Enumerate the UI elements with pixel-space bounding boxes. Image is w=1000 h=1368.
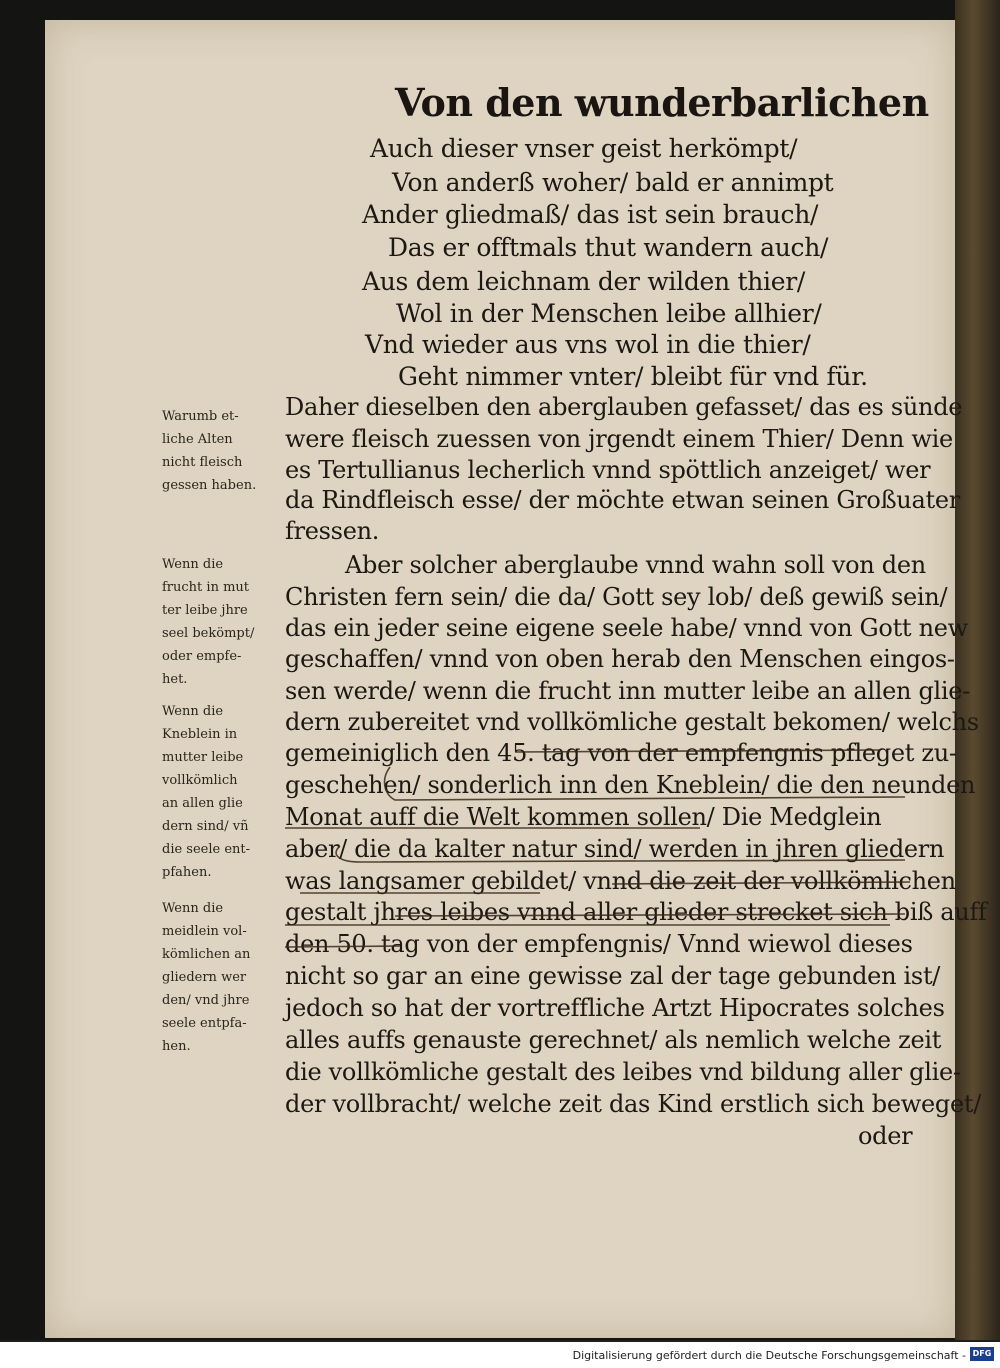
- margin-note: Warumb et- liche Alten nicht fleisch gessen haben.: [162, 409, 257, 493]
- book-edge: [955, 0, 1000, 1340]
- margin-note: Wenn die Kneblein in mutter leibe vollkömlich an allen glie dern sind/ vñ die seele ent- pfahen.: [162, 704, 251, 880]
- body-line: jedoch so hat der vortreffliche Artzt Hipocrates solches: [285, 994, 945, 1022]
- body-line: nicht so gar an eine gewisse zal der tage gebunden ist/: [285, 962, 941, 990]
- verse-line: Das er offtmals thut wandern auch/: [388, 233, 829, 262]
- body-line: aber/ die da kalter natur sind/ werden in jhren gliedern: [285, 835, 945, 863]
- body-line: gestalt jhres leibes vnnd aller glieder strecket sich biß auff: [285, 898, 987, 926]
- margin-note: Wenn die frucht in mut ter leibe jhre seel bekömpt/ oder empfe- het.: [162, 557, 255, 687]
- body-line: dern zubereitet vnd vollkömliche gestalt bekomen/ welchs: [285, 708, 979, 736]
- verse-line: Von anderß woher/ bald er annimpt: [392, 168, 834, 197]
- footer-credit: Digitalisierung gefördert durch die Deutsche Forschungsgemeinschaft -: [572, 1349, 966, 1362]
- body-line: Aber solcher aberglaube vnnd wahn soll von den: [345, 551, 926, 579]
- verse-line: Wol in der Menschen leibe allhier/: [396, 299, 822, 328]
- body-line: oder: [858, 1122, 913, 1150]
- body-line: was langsamer gebildet/ vnnd die zeit der vollkömlichen: [285, 867, 956, 895]
- body-line: es Tertullianus lecherlich vnnd spöttlich anzeiget/ wer: [285, 456, 931, 484]
- verse-line: Geht nimmer vnter/ bleibt für vnd für.: [398, 362, 868, 391]
- body-line: were fleisch zuessen von jrgendt einem Thier/ Denn wie: [285, 425, 953, 453]
- margin-note: Wenn die meidlein vol- kömlichen an gliedern wer den/ vnd jhre seele entpfa- hen.: [162, 901, 251, 1054]
- body-line: alles auffs genauste gerechnet/ als nemlich welche zeit: [285, 1026, 942, 1054]
- body-line: geschehen/ sonderlich inn den Kneblein/ die den neunden: [285, 771, 976, 799]
- verse-line: Auch dieser vnser geist herkömpt/: [370, 134, 798, 163]
- body-line: Monat auff die Welt kommen sollen/ Die Medglein: [285, 803, 882, 831]
- dfg-logo: DFG: [970, 1347, 994, 1361]
- body-line: geschaffen/ vnnd von oben herab den Menschen eingos-: [285, 645, 955, 673]
- body-line: Christen fern sein/ die da/ Gott sey lob/ deß gewiß sein/: [285, 583, 948, 611]
- verse-line: Vnd wieder aus vns wol in die thier/: [365, 330, 811, 359]
- verse-line: Ander gliedmaß/ das ist sein brauch/: [362, 200, 819, 229]
- verse-line: Aus dem leichnam der wilden thier/: [362, 267, 805, 296]
- body-line: Daher dieselben den aberglauben gefasset/ das es sünde: [285, 393, 963, 421]
- body-line: da Rindfleisch esse/ der möchte etwan seinen Großuater: [285, 486, 960, 514]
- body-line: gemeiniglich den 45. tag von der empfengnis pfleget zu-: [285, 739, 957, 767]
- body-line: fressen.: [285, 517, 380, 545]
- body-line: die vollkömliche gestalt des leibes vnd bildung aller glie-: [285, 1058, 961, 1086]
- body-line: sen werde/ wenn die frucht inn mutter leibe an allen glie-: [285, 677, 970, 705]
- page-header: Von den wunderbarlichen: [395, 80, 929, 125]
- body-line: das ein jeder seine eigene seele habe/ vnnd von Gott new: [285, 614, 968, 642]
- body-line: den 50. tag von der empfengnis/ Vnnd wiewol dieses: [285, 930, 913, 958]
- body-line: der vollbracht/ welche zeit das Kind erstlich sich beweget/: [285, 1090, 981, 1118]
